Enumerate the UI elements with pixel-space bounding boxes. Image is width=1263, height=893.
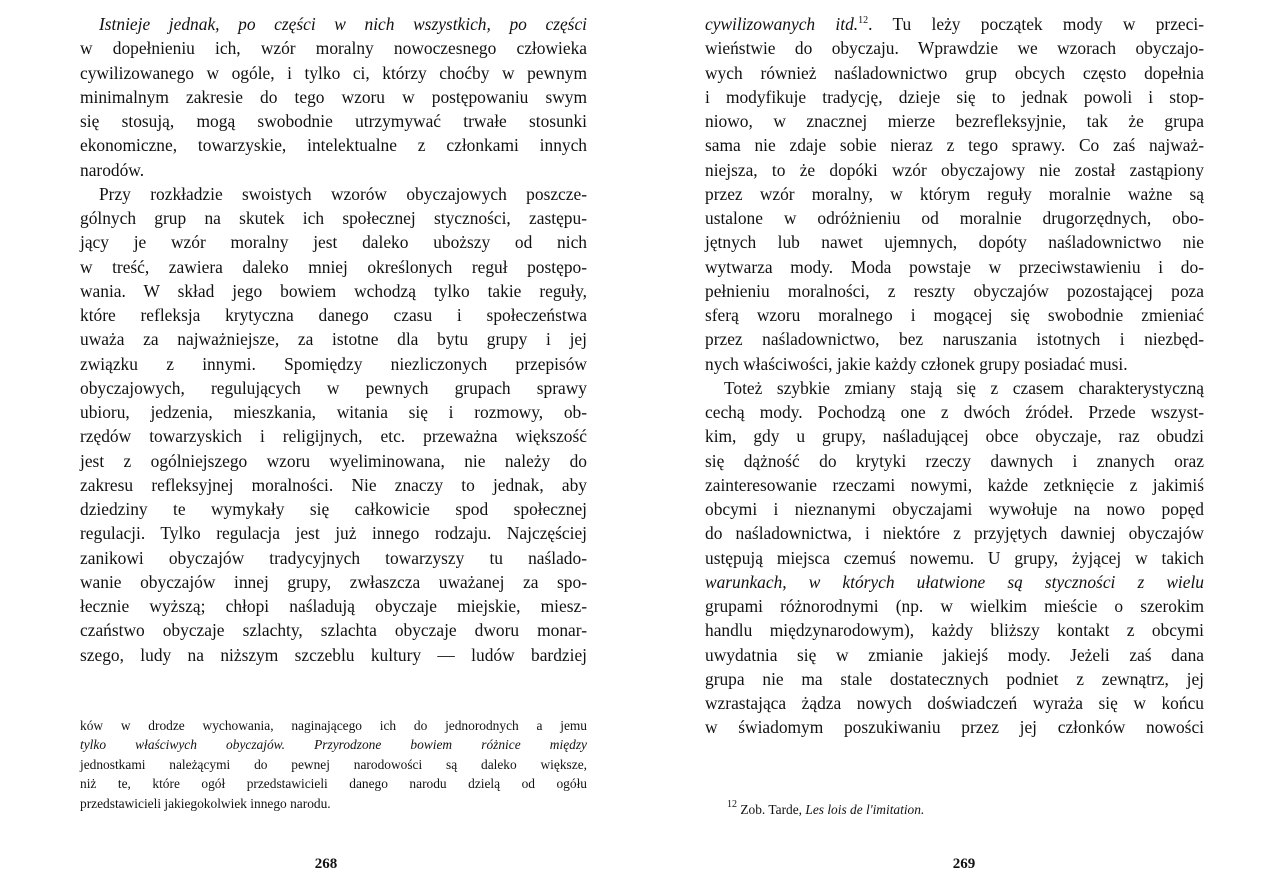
text-line: sama nie zdaje sobie nieraz z tego sprawy. Co zaś najważ- — [705, 135, 1204, 156]
footnote-line: przedstawicieli jakiegokolwiek innego narodu. — [80, 795, 331, 811]
text-line: zanikowi obyczajów tradycyjnych towarzyszy tu naślado- — [80, 547, 587, 568]
left-body-text — [80, 12, 587, 667]
text-line-rest: . Tu leży początek mody w przeci- — [868, 14, 1204, 34]
text-line: zainteresowanie rzeczami nowymi, każde zetknięcie z jakimiś — [705, 474, 1204, 495]
text-line: uwydatnia się w zmianie jakiejś mody. Jeżeli zaś dana — [705, 644, 1204, 665]
text-line: narodów. — [80, 159, 145, 180]
text-line: cechą mody. Pochodzą one z dwóch źródeł. Przede wszyst- — [705, 402, 1204, 422]
text-line: handlu międzynarodowym), każdy bliższy kontakt z obcymi — [705, 620, 1204, 641]
text-line: pełnieniu moralności, z reszty obyczajów pozostającej poza — [705, 280, 1204, 301]
footnote-line: ków w drodze wychowania, naginającego ich do jednorodnych a jemu — [80, 718, 587, 733]
footnote-reference[interactable]: 12 — [858, 15, 869, 26]
text-line: minimalnym zakresie do tego wzoru w postępowaniu swym — [80, 86, 587, 107]
text-line: ubioru, jedzenia, mieszkania, witania się i rozmowy, ob- — [80, 402, 587, 422]
text-line: przez wzór moralny, w którym reguły moralnie ważne są — [705, 183, 1204, 204]
text-line: związku z innymi. Spomiędzy niezliczonych przepisów — [80, 353, 587, 374]
text-line: rzędów towarzyskich i religijnych, etc. przeważna większość — [80, 426, 587, 447]
text-line: uważa za najważniejsze, za istotne dla bytu grupy i jej — [80, 329, 587, 350]
text-line: i modyfikuje tradycję, dzieje się to jednak powoli i stop- — [705, 86, 1204, 107]
text-line: gólnych grup na skutek ich społecznej styczności, zastępu- — [80, 208, 587, 228]
text-line: łecznie wyższą; chłopi naśladują obyczaje miejskie, miesz- — [80, 596, 587, 616]
text-line: Toteż szybkie zmiany stają się z czasem charakterystyczną — [724, 377, 1204, 398]
text-line: się stosują, mogą swobodnie utrzymywać trwałe stosunki — [80, 111, 587, 131]
text-line: szego, ludy na niższym szczeblu kultury — ludów bardziej — [80, 644, 587, 665]
text-line: wieństwie do obyczaju. Wprawdzie we wzorach obyczajo- — [705, 38, 1204, 59]
text-line: się dążność do krytyki rzeczy dawnych i znanych oraz — [705, 450, 1204, 471]
text-line: w świadomym poszukiwaniu przez jej członków nowości — [705, 717, 1204, 738]
text-line: niejsza, to że dopóki wzór obyczajowy nie został zastąpiony — [705, 159, 1204, 180]
text-line — [705, 12, 1204, 36]
right-footnote — [727, 800, 1197, 819]
right-page — [632, 0, 1263, 893]
text-line: wych również naśladownictwo grup obcych często dopełnia — [705, 62, 1204, 83]
text-line: regulacji. Tylko regulacja jest już innego rodzaju. Najczęściej — [80, 523, 587, 544]
text-line: ekonomiczne, towarzyskie, intelektualne z członkami innych — [80, 135, 587, 156]
footnote-number: 12 — [727, 799, 737, 810]
footnote-text: Zob. Tarde, — [740, 802, 803, 817]
italic-phrase: cywilizowanych itd. — [705, 14, 859, 34]
left-footnote — [80, 716, 587, 813]
text-line: ustępują miejsca czemuś nowemu. U grupy, żyjącej w takich — [705, 547, 1204, 568]
text-line: w dopełnieniu ich, wzór moralny nowoczesnego człowieka — [80, 38, 587, 59]
text-line: obcymi i nieznanymi obyczajami wywołuje na nowo popęd — [705, 499, 1204, 519]
text-line: przez naśladownictwo, bez naruszania istotnych i niezbęd- — [705, 329, 1204, 350]
text-line: wzrastająca żądza nowych doświadczeń wyraża się w końcu — [705, 693, 1204, 713]
text-line: wanie obyczajów innej grupy, zwłaszcza uważanej za spo- — [80, 571, 587, 592]
text-line: dziedziny te wymykały się całkowicie spod społecznej — [80, 499, 587, 519]
text-line: Przy rozkładzie swoistych wzorów obyczajowych poszcze- — [99, 183, 587, 204]
text-line: cywilizowanego w ogóle, i tylko ci, którzy choćby w pewnym — [80, 62, 587, 83]
text-line: w treść, zawiera daleko mniej określonych reguł postępo- — [80, 256, 587, 277]
footnote-line: tylko właściwych obyczajów. Przyrodzone bowiem różnice między — [80, 737, 587, 753]
text-line: obyczajowych, regulujących w pewnych grupach sprawy — [80, 377, 587, 398]
footnote-line: niż te, które ogół przedstawicieli danego narodu dzielą od ogółu — [80, 776, 587, 792]
text-line: jący je wzór moralny jest daleko uboższy od nich — [80, 232, 587, 253]
right-body-text — [705, 12, 1204, 740]
page-number: 268 — [314, 856, 338, 872]
text-line: grupa nie ma stale dostatecznych podniet z zewnątrz, jej — [705, 668, 1204, 689]
text-line: czaństwo obyczaje szlachty, szlachta obyczaje dworu monar- — [80, 620, 587, 641]
footnote-title: Les lois de l'imitation. — [805, 802, 925, 817]
text-line: które refleksja krytyczna danego czasu i społeczeństwa — [80, 305, 587, 325]
footnote-line: jednostkami należącymi do pewnej narodowości są daleko większe, — [80, 756, 587, 772]
text-line: kim, gdy u grupy, naśladującej obce obyczaje, raz obudzi — [705, 426, 1204, 447]
text-line: wania. W skład jego bowiem wchodzą tylko takie reguły, — [80, 280, 587, 301]
text-line: do naśladownictwa, i niektóre z przyjętych dawniej obyczajów — [705, 523, 1204, 544]
text-line: grupami różnorodnymi (np. w wielkim mieście o szerokim — [705, 596, 1204, 616]
text-line: ustalone w odróżnieniu od moralnie drugorzędnych, obo- — [705, 208, 1204, 228]
text-line: sferą wzoru moralnego i mogącej się swobodnie zmieniać — [705, 305, 1204, 325]
page-number: 269 — [952, 856, 976, 872]
text-line: warunkach, w których ułatwione są styczności z wielu — [705, 571, 1204, 592]
text-line: nych właściwości, jakie każdy członek grupy posiadać musi. — [705, 353, 1128, 374]
text-line: wytwarza mody. Moda powstaje w przeciwstawieniu i do- — [705, 256, 1204, 277]
text-line: Istnieje jednak, po części w nich wszystkich, po części — [99, 14, 587, 34]
text-line: jętnych lub nawet ujemnych, dopóty naśladownictwo nie — [705, 232, 1204, 253]
text-line: jest z ogólniejszego wzoru wyeliminowana, nie należy do — [80, 450, 587, 471]
text-line: niowo, w znacznej mierze bezrefleksyjnie, tak że grupa — [705, 111, 1204, 131]
text-line: zakresu refleksyjnej moralności. Nie znaczy to jednak, aby — [80, 474, 587, 495]
footnote-line — [727, 800, 1197, 819]
